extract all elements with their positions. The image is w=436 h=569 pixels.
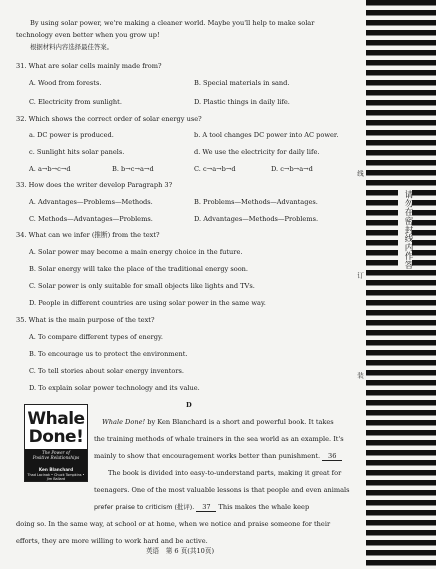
binding-stripe [366, 10, 436, 16]
binding-stripe [366, 270, 436, 276]
binding-stripe [366, 90, 436, 96]
binding-stripe [366, 290, 436, 296]
q31-option-c[interactable]: C. Electricity from sunlight. [29, 98, 122, 106]
passage-c-last-line-2: technology even better when you grow up! [16, 31, 160, 39]
q32-option-b[interactable]: B. b→c→a→d [112, 165, 154, 173]
binding-stripe [366, 370, 436, 376]
q32-option-d[interactable]: D. c→b→a→d [271, 165, 313, 173]
binding-stripe [366, 340, 436, 346]
binding-stripe [366, 540, 436, 546]
seal-warning-text: 请勿在密封线内作答 [398, 190, 412, 269]
binding-stripe [366, 300, 436, 306]
binding-stripe [366, 60, 436, 66]
binding-stripe [366, 310, 436, 316]
binding-stripe [366, 390, 436, 396]
binding-stripe [366, 410, 436, 416]
book-cover-band [25, 449, 87, 482]
question-33-stem: 33. How does the writer develop Paragraph 3? [16, 181, 173, 189]
binding-stripe [366, 550, 436, 556]
q32-option-c[interactable]: C. c→a→b→d [194, 165, 236, 173]
q33-option-a[interactable]: A. Advantages—Problems—Methods. [29, 198, 153, 206]
binding-stripe [366, 160, 436, 166]
question-35-stem: 35. What is the main purpose of the text? [16, 316, 155, 324]
d-p2-line1: The book is divided into easy-to-understand parts, making it great for [108, 469, 342, 477]
q35-option-a[interactable]: A. To compare different types of energy. [29, 333, 163, 341]
page-footer: 英语 第 6 页(共10页) [145, 547, 215, 555]
q34-option-b[interactable]: B. Solar energy will take the place of the traditional energy soon. [29, 265, 249, 273]
q35-option-c[interactable]: C. To tell stories about solar energy inventors. [29, 367, 184, 375]
binding-stripe [366, 440, 436, 446]
book-coauthors: Thad Lacinak • Chuck Tompkins • Jim Ballard [27, 473, 85, 481]
binding-stripe [366, 380, 436, 386]
book-author: Ken Blanchard [38, 467, 74, 472]
question-32-stem: 32. Which shows the correct order of solar energy use? [16, 115, 202, 123]
q32-step-b: b. A tool changes DC power into AC power. [194, 131, 339, 139]
book-title-inline: Whale Done! [102, 418, 146, 426]
q31-option-d[interactable]: D. Plastic things in daily life. [194, 98, 290, 106]
book-subtitle: The Power of Positive Relationships [32, 450, 80, 460]
q34-option-c[interactable]: C. Solar power is only suitable for small objects like lights and TVs. [29, 282, 255, 290]
q34-option-a[interactable]: A. Solar power may become a main energy choice in the future. [29, 248, 243, 256]
blank-37[interactable]: 37 [196, 504, 216, 512]
q31-option-b[interactable]: B. Special materials in sand. [194, 79, 290, 87]
binding-stripe [366, 80, 436, 86]
binding-stripe [366, 40, 436, 46]
binding-stripe [366, 150, 436, 156]
binding-stripe-pattern [366, 0, 436, 569]
binding-stripe [366, 490, 436, 496]
binding-stripe [366, 100, 436, 106]
binding-stripe [366, 170, 436, 176]
seal-mark-zhuang: 装 [356, 372, 364, 379]
binding-stripe [366, 430, 436, 436]
q33-option-c[interactable]: C. Methods—Advantages—Problems. [29, 215, 153, 223]
question-34-stem: 34. What can we infer (推断) from the text? [16, 231, 160, 239]
d-p1-line3: mainly to show that encouragement works better than punishment. 36 [94, 453, 342, 461]
binding-stripe [366, 320, 436, 326]
binding-stripe [366, 280, 436, 286]
d-p2-line3: prefer praise to criticism (批评). 37 This makes the whale keep [94, 503, 310, 511]
q34-option-d[interactable]: D. People in different countries are using solar power in the same way. [29, 299, 266, 307]
seal-line-marks [356, 0, 366, 569]
binding-stripe [366, 140, 436, 146]
binding-stripe [366, 500, 436, 506]
passage-c-last-line: By using solar power, we're making a cleaner world. Maybe you'll help to make solar [30, 19, 315, 27]
section-d-label: D [186, 401, 192, 409]
book-cover-image [24, 404, 88, 482]
binding-stripe [366, 530, 436, 536]
d-p2-line4: doing so. In the same way, at school or at home, when we notice and praise someone for their [16, 520, 331, 528]
binding-stripe [366, 30, 436, 36]
question-31-stem: 31. What are solar cells mainly made from? [16, 62, 162, 70]
binding-stripe [366, 130, 436, 136]
q32-step-c: c. Sunlight hits solar panels. [29, 148, 125, 156]
binding-stripe [366, 450, 436, 456]
book-title-line2: Done! [28, 427, 84, 447]
d-p1-line1: Whale Done! by Ken Blanchard is a short and powerful book. It takes [102, 418, 334, 426]
binding-stripe [366, 360, 436, 366]
d-p2-line5: efforts, they are more willing to work hard and be active. [16, 537, 208, 545]
binding-stripe [366, 50, 436, 56]
binding-stripe [366, 180, 436, 186]
q32-step-a: a. DC power is produced. [29, 131, 114, 139]
q31-option-a[interactable]: A. Wood from forests. [29, 79, 102, 87]
binding-stripe [366, 460, 436, 466]
q32-step-d: d. We use the electricity for daily life. [194, 148, 320, 156]
seal-mark-ding: 订 [356, 272, 364, 279]
binding-stripe [366, 70, 436, 76]
binding-stripe [366, 110, 436, 116]
q32-option-a[interactable]: A. a→b→c→d [29, 165, 71, 173]
binding-stripe [366, 520, 436, 526]
book-title-line1: Whale [27, 409, 85, 429]
binding-stripe [366, 420, 436, 426]
d-p1-line2: the training methods of whale trainers in the sea world as an example. It's [94, 435, 344, 443]
binding-stripes-svg [366, 0, 436, 569]
q35-option-b[interactable]: B. To encourage us to protect the environment. [29, 350, 188, 358]
binding-stripe [366, 470, 436, 476]
binding-stripe [366, 560, 436, 566]
d-p2-line2: teenagers. One of the most valuable lessons is that people and even animals [94, 486, 350, 494]
binding-stripe [366, 480, 436, 486]
binding-stripe [366, 120, 436, 126]
binding-stripe [366, 510, 436, 516]
binding-stripe [366, 20, 436, 26]
q33-option-d[interactable]: D. Advantages—Methods—Problems. [194, 215, 319, 223]
binding-stripe [366, 400, 436, 406]
binding-stripe [366, 350, 436, 356]
binding-stripe [366, 0, 436, 6]
instruction: 根据材料内容选择最佳答案。 [30, 43, 114, 51]
blank-36[interactable]: 36 [322, 453, 342, 461]
q33-option-b[interactable]: B. Problems—Methods—Advantages. [194, 198, 318, 206]
binding-stripe [366, 330, 436, 336]
q35-option-d[interactable]: D. To explain solar power technology and its value. [29, 384, 200, 392]
seal-mark-xian: 线 [356, 170, 364, 177]
